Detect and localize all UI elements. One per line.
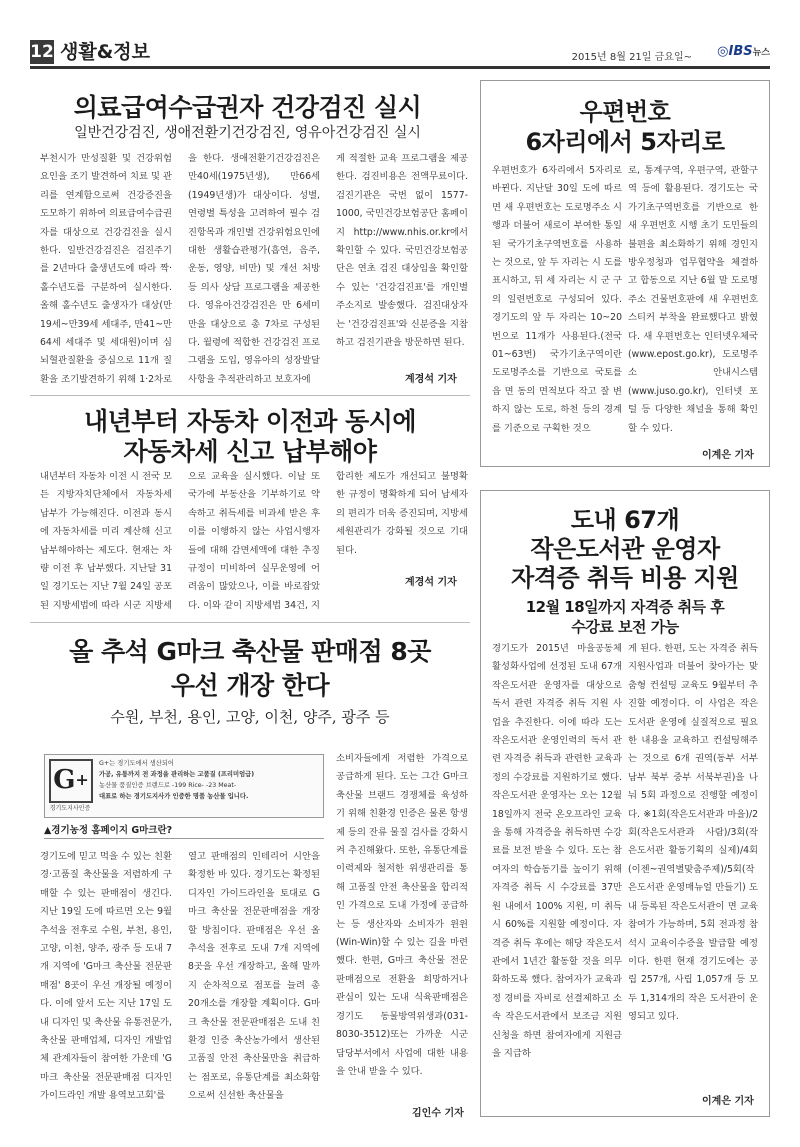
article-library-subhead-1: 12월 18일까지 자격증 취득 후	[525, 598, 725, 616]
article-gmark-col1: 경기도에 믿고 먹을 수 있는 친환경·고품질 축산물을 저렴하게 구매할 수 있는 판매점이 생긴다. 지난 19일 도에 따르면 오는 9월 추석을 전후로 수원, 부천, 용인, 고양, 이천, 양주, 광주 등 도내 7개 지역에 'G마크 축산물 전문판매점' 8곳이 우선 개장될 예정이다. 이에 앞서 도는 지난 17일 도내 디자인 및 축산물 유통전문가, 축산물 판매업체, 디자인 개발업체 관계자들이 참여한 가운데 'G마크 축산물 전문판매점 디자인 가이드라인 개발 용역보고회'를	[40, 851, 172, 1102]
divider	[30, 622, 470, 623]
gmark-text: G+는 경기도에서 생산되어 가공, 유통까지 전 과정을 관리하는 고품질 (프리미엄급) 농산물 품질인증 브랜드로 -199 Rice- -23 Meat- 대표로 하는 경기도지사가 인증한 명품 농산물 입니다.	[99, 760, 255, 800]
article-medical-headline: 의료급여수급권자 건강검진 실시	[73, 93, 422, 122]
article-zipcode-col2: 로, 통계구역, 우편구역, 관할구역 등에 활용된다. 경기도는 국가기초구역번호를 기반으로 한 새 우편번호 시행 초기 도민들의 불편을 최소화하기 위해 경인지방우정청과 업무협약을 체결하고 합동으로 지난 6월 말 도로명주소 건물번호판에 새 우편번호 스티커 부착을 완료했다고 밝혔다. 새 우편번호는 인터넷우체국(www.epost.go.kr), 도로명주소 안내시스템(www.juso.go.kr), 인터넷 포털 등 다양한 채널을 통해 확인할 수 있다.	[628, 165, 758, 432]
article-gmark-headline-2: 우선 개장 한다	[170, 671, 330, 700]
article-cartax-byline: 계경석 기자	[405, 577, 457, 588]
page-header	[30, 40, 770, 69]
article-cartax-headline-2: 자동차세 신고 납부해야	[123, 437, 377, 466]
caption-rule	[44, 838, 324, 839]
article-medical-byline: 계경석 기자	[405, 374, 457, 385]
divider	[30, 395, 470, 396]
article-library-col2: 게 된다. 한편, 도는 자격증 취득 지원사업과 더불어 찾아가는 맞춤형 컨설팅 교육도 9월부터 추진할 예정이다. 이 사업은 작은도서관 운영에 실질적으로 필요한 내용을 교육하고 컨설팅해주는 것으로 6개 권역(동부 서부 남부 북부 중부 서북부권)을 나눠 5회 과정으로 진행할 예정이다. ※1회(작은도서관과 마을)/2회(작은도서관과 사람)/3회(작은도서관 활동기획의 실제)/4회(이젠~권역별맞춤주제)/5회(작은도서관 운영매뉴얼 만들기) 도내 등록된 작은도서관이 면 교육 참여가 가능하며, 5회 전과정 참석시 교육이수증을 발급할 예정이다. 한편 현재 경기도에는 공립 257개, 사립 1,057개 등 모두 1,314개의 작은 도서관이 운영되고 있다.	[628, 643, 758, 1023]
article-gmark-subhead: 수원, 부천, 용인, 고양, 이천, 양주, 광주 등	[110, 708, 390, 726]
section-title: 생활&정보	[60, 41, 150, 63]
article-library-headline-1: 도내 67개	[570, 506, 680, 534]
page-number: 12	[30, 42, 54, 62]
article-cartax-headline-1: 내년부터 자동차 이전과 동시에	[83, 407, 417, 436]
article-medical-col2: 을 한다. 생애전환기건강검진은 만40세(1975년생), 만66세(1949년생)가 대상이다. 성별, 연령별 특성을 고려하여 필수 검진항목과 개인별 건강위험요인에 대한 생활습관평가(흡연, 음주, 운동, 영양, 비만) 및 개선 처방 등 의사 상담 프로그램을 제공한다. 영유아건강검진은 만 6세미만을 대상으로 총 7차로 구성된다. 월령에 적합한 건강검진 프로그램을 도입, 영유아의 성장발달 사항을 추적관리하고 보호자에	[188, 153, 320, 385]
article-medical-col3: 게 적절한 교육 프로그램을 제공한다. 검진비용은 전액무료이다. 검진기관은 국번 없이 1577-1000, 국민건강보험공단 홈페이지 http://www.nhis.or.kr에서 확인할 수 있다. 국민건강보험공단은 연초 검진 대상임을 확인할 수 있는 '건강검진표'를 개인별 주소지로 발송했다. 검진대상자는 '건강검진표'와 신분증을 지참하고 검진기관을 방문하면 된다.	[336, 153, 468, 349]
article-library-subhead-2: 수강료 보전 가능	[571, 618, 679, 636]
article-cartax-col3: 합리한 제도가 개선되고 불명확한 규정이 명확하게 되어 납세자의 편리가 더욱 증진되며, 지방세 세원관리가 강화될 것으로 기대된다.	[336, 471, 468, 556]
logo-mark-icon: ◎	[717, 44, 729, 59]
article-medical-subhead: 일반건강검진, 생애전환기건강검진, 영유아건강검진 실시	[74, 125, 421, 141]
article-zipcode-headline-2: 6자리에서 5자리로	[525, 128, 725, 156]
article-gmark-col-right-top: 소비자들에게 저렴한 가격으로 공급하게 된다. 도는 그간 G마크 축산물 브랜드 경쟁체를 육성하기 위해 친환경 인증은 물론 항생제 등의 잔류 물질 검사를 강화시켜 추진해왔다. 또한, 유통단계를 이력제와 철저한 위생관리를 통해 고품질 안전 축산물을 합리적인 가격으로 도내 가정에 공급하는 등 생산자와 소비자가 윈윈(Win-Win)할 수 있는 길을 마련했다. 한편, G마크 축산물 전문판매점으로 전환을 희망하거나 관심이 있는 도내 식육판매점은 경기도 동물방역위생과(031-8030-3512)또는 가까운 시군 담당부서에서 사업에 대한 내용을 안내 받을 수 있다.	[336, 753, 468, 1077]
article-zipcode-headline-1: 우편번호	[579, 98, 671, 126]
gmark-ad-image	[44, 754, 324, 818]
article-medical-col1: 부천시가 만성질환 및 건강위험요인을 조기 발견하여 치료 및 관리를 연계함으로써 건강증진을 도모하기 위하여 의료급여수급권자를 대상으로 건강검진을 실시한다. 일반건강검진은 검진주기를 2년마다 출생년도에 따라 짝·홀수년도를 구분하여 실시한다. 올해 홀수년도 출생자가 대상(만19세~만39세 세대주, 만41~만64세 세대주 및 세대원)이며 심뇌혈관질환을 중심으로 11개 질환을 조기발견하기 위해 1·2차로	[40, 153, 172, 385]
article-library-col1: 경기도가 2015년 마을공동체 활성화사업에 선정된 도내 67개 작은도서관 운영자를 대상으로 독서 관련 자격증 취득 지원 사업을 추진한다. 이에 따라 도는 작은도서관 운영인력의 독서 관련 자격증 취득과 관련한 교육과정의 수강료를 지원하기로 했다. 작은도서관 운영자는 오는 12월 18일까지 전국 온오프라인 교육을 통해 자격증을 취득하면 수강료를 보전 받을 수 있다. 도는 참여자의 학습동기를 높이기 위해 자격증 취득 시 수강료를 37만원 내에서 100% 지원, 미 취득시 60%를 지원할 예정이다. 자격증 취득 후에는 해당 작은도서관에서 1년간 활동할 것을 의무화하도록 했다. 참여자가 교육과정 경비를 자비로 선결제하고 소속 작은도서관에서 보조금 지원 신청을 하면 참여자에게 지원금을 지급하	[492, 643, 622, 1059]
article-cartax-col1: 내년부터 자동차 이전 시 전국 모든 지방자치단체에서 자동차세 납부가 가능해진다. 이전과 동시에 자동차세를 미리 계산해 신고 납부해야하는 제도다. 현재는 차량 이전 후 납부했다. 지난달 31일 경기도는 지난 7월 24일 공포된 지방세법에 따라 시군 지방세	[40, 471, 172, 611]
article-library-headline-3: 자격증 취득 비용 지원	[511, 564, 739, 592]
article-gmark-headline-1: 올 추석 G마크 축산물 판매점 8곳	[69, 637, 431, 666]
article-zipcode-col1: 우편번호가 6자리에서 5자리로 바뀐다. 지난달 30일 도에 따르면 새 우편번호는 도로명주소 시행과 더불어 새로이 부여한 통일된 국가기초구역번호를 사용하는 것으로, 앞 두 자리는 시 도를 표시하고, 뒤 세 자리는 시 군 구의 일련번호로 구성되어 있다. 경기도의 앞 두 자리는 10~20번으로 11개가 사용된다.(전국 01~63번) 국가기초구역이란 도로명주소를 기반으로 국토를 읍 면 동의 면적보다 작고 잘 변하지 않는 도로, 하천 등의 경계를 기준으로 구획한 것으	[492, 165, 622, 434]
photo-caption: ▲경기농정 홈페이지 G마크란?	[44, 825, 173, 836]
issue-date: 2015년 8월 21일 금요일~	[571, 52, 692, 63]
article-gmark-byline: 김인수 기자	[412, 1108, 464, 1119]
newspaper-logo: ◎IBS뉴스	[717, 44, 770, 59]
article-library-headline-2: 작은도서관 운영자	[530, 535, 720, 563]
article-library-byline: 이계은 기자	[702, 1096, 754, 1107]
article-cartax-col2: 으로 교육을 실시했다. 이날 또 국가에 부동산을 기부하기로 약속하고 취득세를 비과세 받은 후 이를 이행하지 않는 사업시행자들에 대해 감면세액에 대한 추징규정이 미비하여 실무운영에 어려움이 많았으나, 이를 바로잡았다. 이와 같이 지방세법 34건, 지	[188, 471, 320, 611]
gmark-caption: 경기도지사인증	[49, 805, 91, 812]
article-gmark-col2: 열고 판매점의 인테리어 시안을 확정한 바 있다. 경기도는 확정된 디자인 가이드라인을 토대로 G마크 축산물 전문판매점을 개장할 방침이다. 판매점은 우선 올 추석을 전후로 도내 7개 지역에 8곳을 우선 개장하고, 올해 말까지 순차적으로 점포를 늘려 총 20개소를 개장할 계획이다. G마크 축산물 전문판매점은 도내 친환경 인증 축산농가에서 생산된 고품질 안전 축산물만을 취급하는 점포로, 유통단계를 최소화함으로써 신선한 축산물을	[188, 851, 320, 1102]
gmark-logo: G+	[49, 759, 93, 803]
article-zipcode-byline: 이계은 기자	[702, 450, 754, 461]
